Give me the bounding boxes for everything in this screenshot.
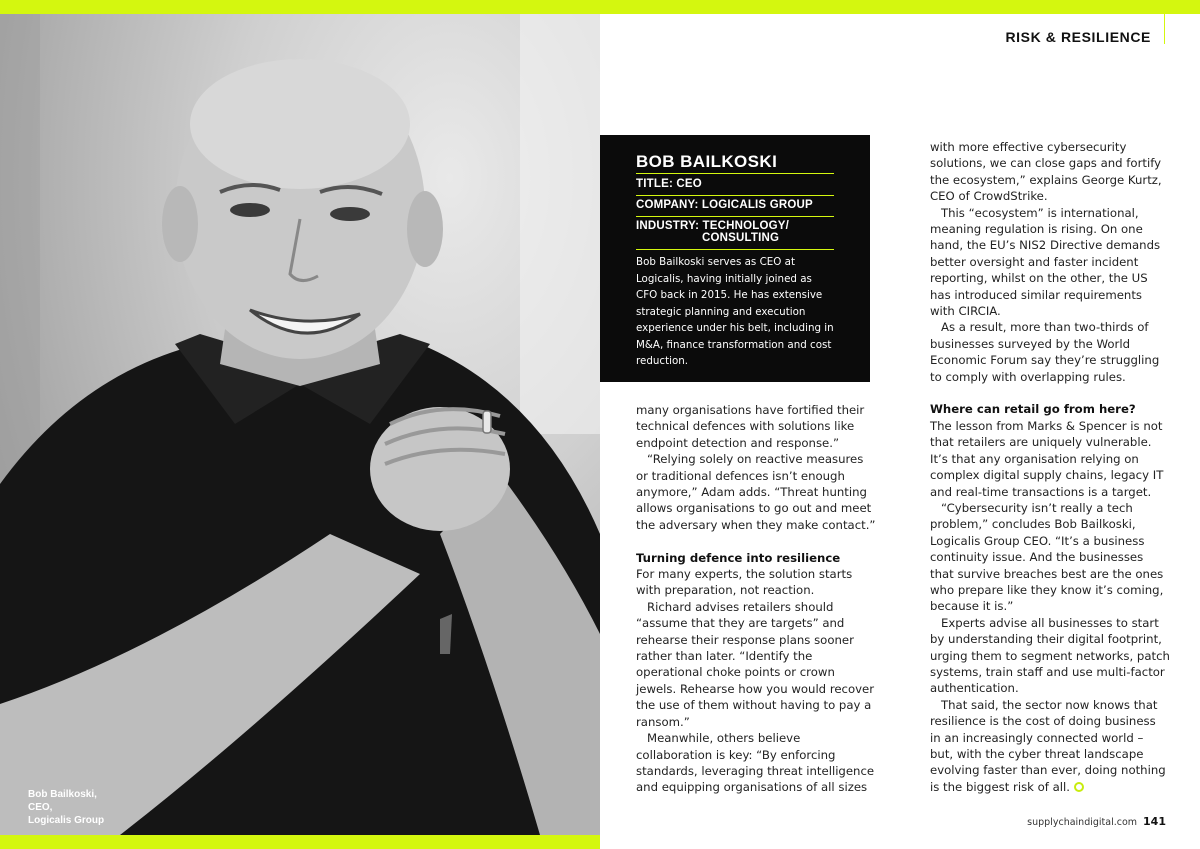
- paragraph: The lesson from Marks & Spencer is not that retailers are uniquely vulnerable. It’s that any organisation relying on complex digital supply chains, legacy IT and real-time transactions is a target.: [930, 418, 1164, 499]
- profile-industry: [636, 220, 834, 244]
- paragraph: Richard advises retailers should “assume that they are targets” and rehearse their response plans sooner rather than later. “Identify the operational choke points or crown jewels. Rehearse how you would recover the use of them without having to pay a ransom.”: [636, 599, 875, 729]
- top-accent-bar: [0, 0, 1200, 14]
- paragraph: Experts advise all businesses to start by understanding their digital footprint, urging them to segment networks, patch systems, train staff and use multi-factor authentication.: [930, 615, 1170, 696]
- photo-caption: [28, 788, 138, 827]
- paragraph: many organisations have fortified their technical defences with solutions like endpoint detection and response.”: [636, 403, 865, 450]
- bottom-accent-bar: [0, 835, 600, 849]
- portrait-illustration: [0, 14, 600, 835]
- profile-name: BOB BAILKOSKI: [636, 152, 778, 171]
- page-footer: [1000, 815, 1166, 828]
- profile-divider: [636, 249, 834, 250]
- page-number: 141: [1143, 815, 1166, 828]
- caption-role: CEO,: [28, 802, 53, 813]
- profile-box: [600, 135, 870, 382]
- industry-line-1: INDUSTRY: TECHNOLOGY/: [636, 220, 790, 232]
- subheading: Turning defence into resilience: [636, 550, 841, 565]
- profile-divider: [636, 173, 834, 174]
- article-column-left: [636, 402, 876, 796]
- footer-url: supplychaindigital.com: [1027, 817, 1138, 828]
- caption-company: Logicalis Group: [28, 815, 105, 826]
- section-accent-line: [1164, 14, 1165, 44]
- final-text: That said, the sector now knows that resilience is the cost of doing business in an increasingly connected world – but, with the cyber threat landscape evolving faster than ever, doing nothing is the biggest risk of all.: [930, 697, 1166, 794]
- portrait-photo: [0, 14, 600, 835]
- paragraph: For many experts, the solution starts with preparation, not reaction.: [636, 567, 853, 598]
- end-mark-icon: [1074, 782, 1084, 792]
- profile-divider: [636, 195, 834, 196]
- paragraph: “Relying solely on reactive measures or traditional defences isn’t enough anymore,” Adam adds. “Threat hunting allows organisations to go out and meet the adversary when they make contact.”: [636, 452, 876, 532]
- paragraph: “Cybersecurity isn’t really a tech problem,” concludes Bob Bailkoski, Logicalis Group CEO. “It’s a business continuity issue. And the businesses that survive breaches best are the ones who prepare like they know it’s coming, because it is.”: [930, 500, 1164, 614]
- profile-bio: Bob Bailkoski serves as CEO at Logicalis, having initially joined as CFO back in 2015. He has extensive strategic planning and execution experience under his belt, including in M&A, finance transformation and cost reduction.: [636, 256, 834, 367]
- article-column-right: [930, 139, 1170, 795]
- paragraph-final: [930, 697, 1170, 795]
- section-title: RISK & RESILIENCE: [1005, 29, 1151, 45]
- paragraph: Meanwhile, others believe collaboration is key: “By enforcing standards, leveraging threat intelligence and equipping organisations of all sizes: [636, 731, 875, 795]
- subheading: Where can retail go from here?: [930, 402, 1136, 417]
- paragraph: This “ecosystem” is international, meaning regulation is rising. On one hand, the EU’s NIS2 Directive demands better oversight and faster incident reporting, whilst on the other, the US has introduced similar requirements with CIRCIA.: [930, 205, 1161, 319]
- paragraph: with more effective cybersecurity solutions, we can close gaps and fortify the ecosystem,” explains George Kurtz, CEO of CrowdStrike.: [930, 140, 1162, 204]
- profile-company: COMPANY: LOGICALIS GROUP: [636, 199, 813, 211]
- profile-title: TITLE: CEO: [636, 178, 702, 190]
- profile-divider: [636, 216, 834, 217]
- paragraph: As a result, more than two-thirds of businesses surveyed by the World Economic Forum say they’re struggling to comply with overlapping rules.: [930, 320, 1160, 384]
- industry-line-2: CONSULTING: [702, 232, 780, 244]
- caption-name: Bob Bailkoski,: [28, 789, 97, 800]
